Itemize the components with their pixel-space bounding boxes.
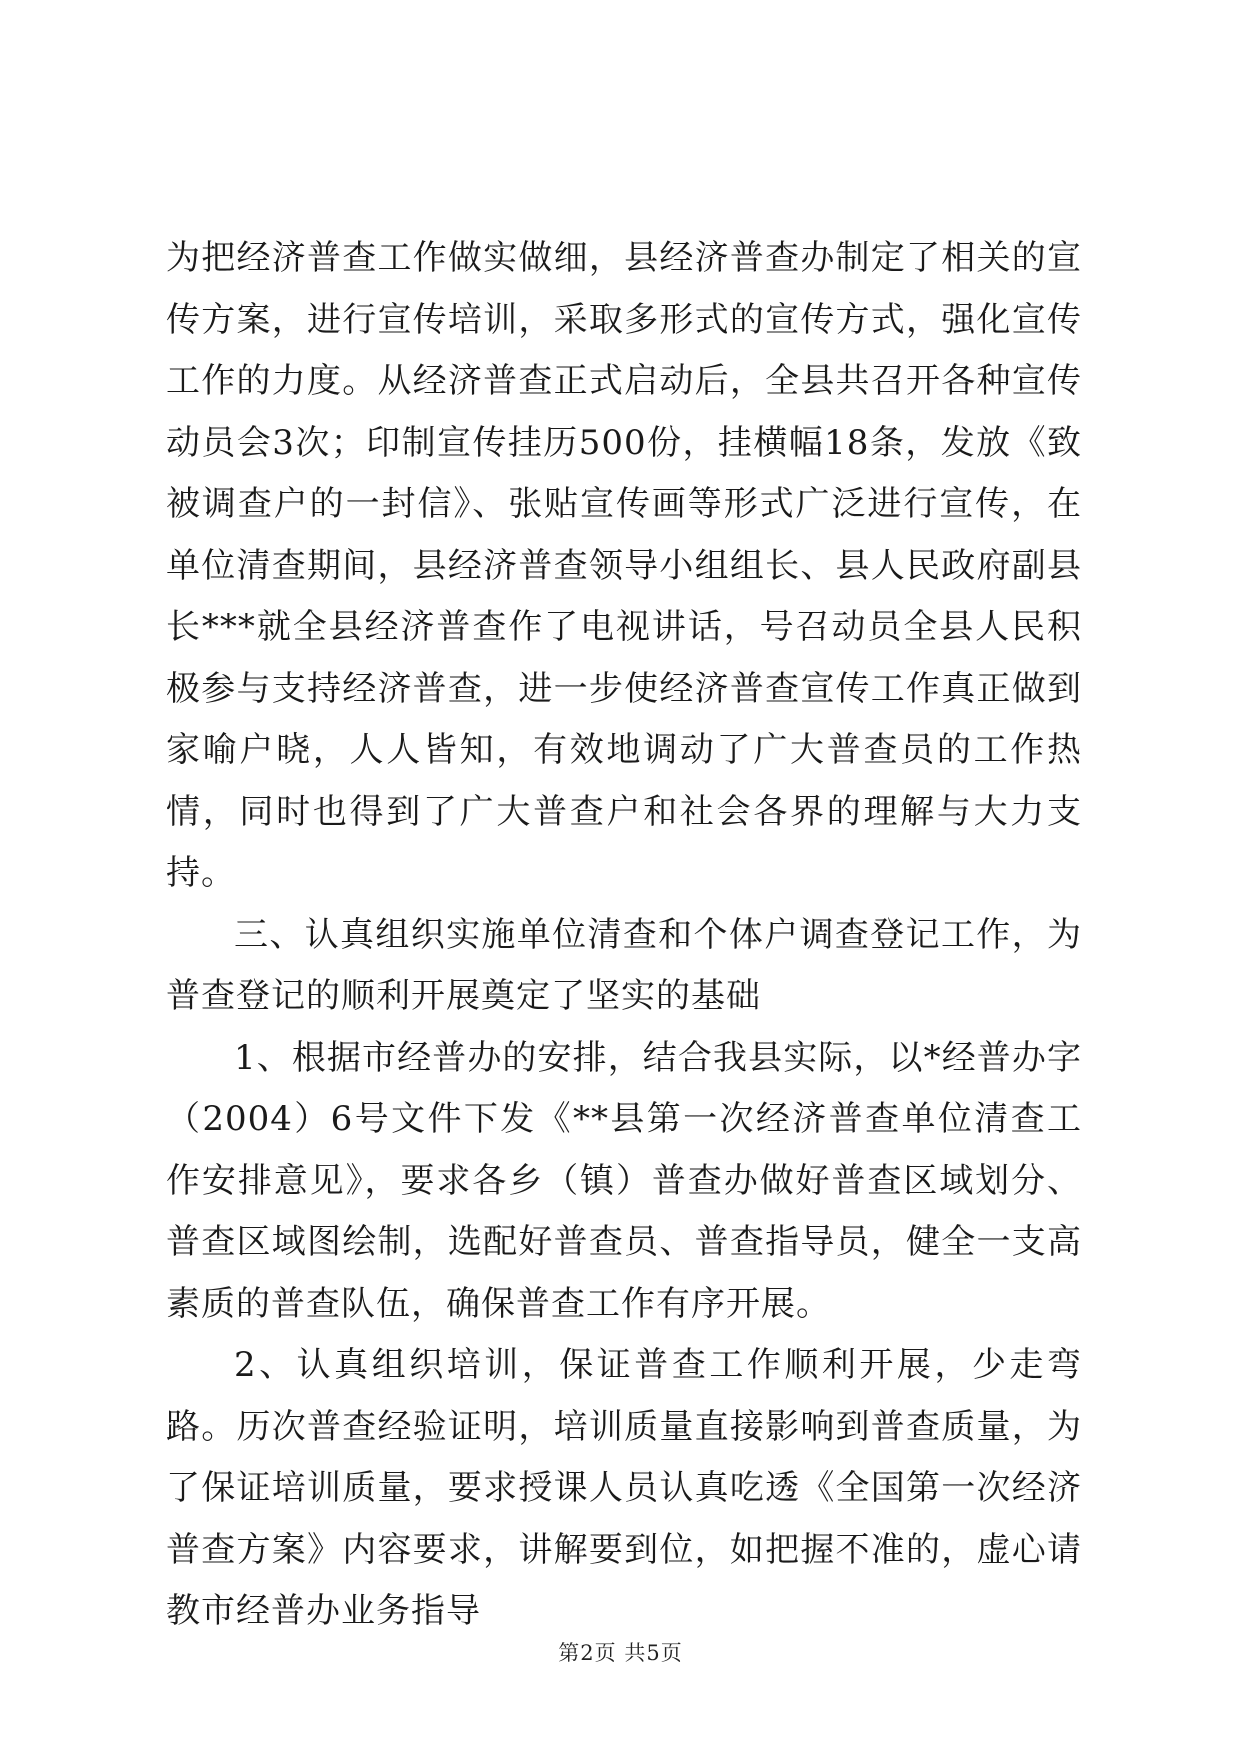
paragraph-item-1: 1、根据市经普办的安排，结合我县实际，以*经普办字（2004）6号文件下发《**县第一次经济普查单位清查工作安排意见》，要求各乡（镇）普查办做好普查区域划分、普查区域图绘制，选配好普查员、普查指导员，健全一支高素质的普查队伍，确保普查工作有序开展。 [166, 1037, 1082, 1324]
paragraph-item-2: 2、认真组织培训，保证普查工作顺利开展，少走弯路。历次普查经验证明，培训质量直接影响到普查质量，为了保证培训质量，要求授课人员认真吃透《全国第一次经济普查方案》内容要求，讲解要到位，如把握不准的，虚心请教市经普办业务指导 [166, 1345, 1082, 1631]
section-heading-three: 三、认真组织实施单位清查和个体户调查登记工作，为普查登记的顺利开展奠定了坚实的基础 [166, 914, 1082, 1016]
paragraph-publicity: 为把经济普查工作做实做细，县经济普查办制定了相关的宣传方案，进行宣传培训，采取多形式的宣传方式，强化宣传工作的力度。从经济普查正式启动后，全县共召开各种宣传动员会3次；印制宣传挂历500份，挂横幅18条，发放《致被调查户的一封信》、张贴宣传画等形式广泛进行宣传，在单位清查期间，县经济普查领导小组组长、县人民政府副县长***就全县经济普查作了电视讲话，号召动员全县人民积极参与支持经济普查，进一步使经济普查宣传工作真正做到家喻户晓，人人皆知，有效地调动了广大普查员的工作热情，同时也得到了广大普查户和社会各界的理解与大力支持。 [166, 238, 1082, 893]
document-body [166, 228, 1082, 1643]
page-number-footer: 第2页 共5页 [558, 1641, 683, 1665]
